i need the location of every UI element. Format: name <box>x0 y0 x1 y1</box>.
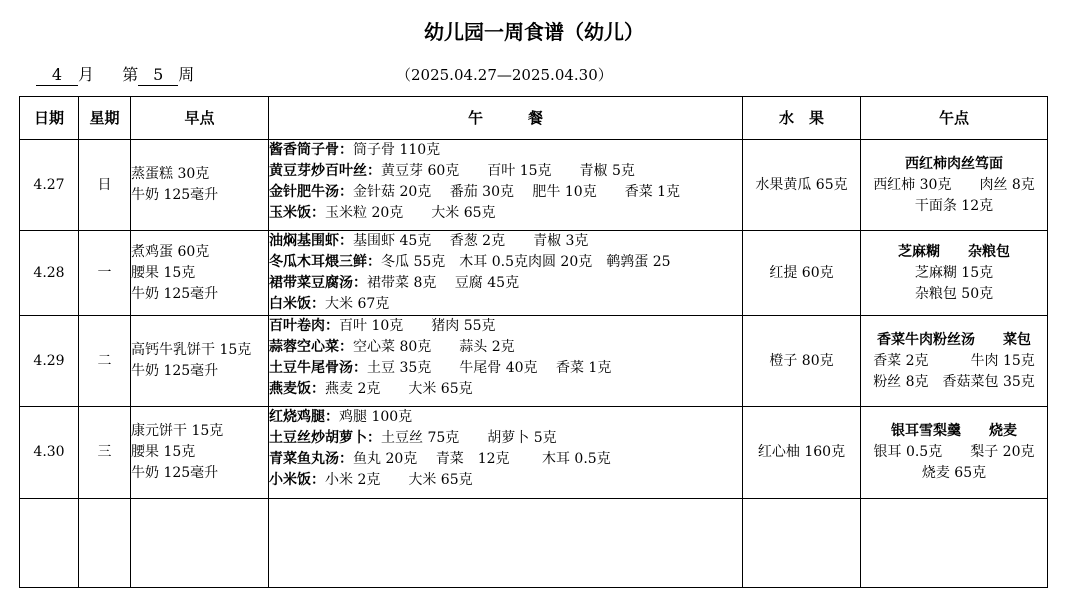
week-label: 第 <box>122 65 139 84</box>
snack-cell <box>861 407 1048 499</box>
dish-ingredients: 鱼丸 20克 青菜 12克 木耳 0.5克 <box>353 451 611 467</box>
breakfast-item: 牛奶 125毫升 <box>131 187 219 203</box>
date-cell: 4.28 <box>20 231 79 316</box>
header-snack: 午点 <box>861 97 1048 140</box>
weekday-cell: 一 <box>79 231 131 316</box>
breakfast-cell <box>131 316 269 407</box>
snack-cell <box>861 231 1048 316</box>
dish-name: 白米饭： <box>269 296 325 312</box>
dish-ingredients: 基围虾 45克 香葱 2克 青椒 3克 <box>353 233 589 249</box>
dish-name: 土豆丝炒胡萝卜： <box>269 430 381 446</box>
header-date: 日期 <box>20 97 79 140</box>
day-row <box>20 316 1048 407</box>
weekday-cell: 三 <box>79 407 131 499</box>
weekday-cell: 日 <box>79 140 131 231</box>
week-info <box>36 62 194 86</box>
dish-name: 金针肥牛汤： <box>269 184 353 200</box>
snack-item: 银耳 0.5克 梨子 20克 <box>873 444 1035 460</box>
dish-name: 黄豆芽炒百叶丝： <box>269 163 381 179</box>
header-weekday: 星期 <box>79 97 131 140</box>
lunch-item <box>269 140 742 161</box>
breakfast-item: 高钙牛乳饼干 15克 <box>131 342 252 358</box>
week-suffix: 周 <box>178 65 195 84</box>
day-row <box>20 407 1048 499</box>
lunch-item <box>269 407 742 428</box>
lunch-item <box>269 161 742 182</box>
dish-name: 裙带菜豆腐汤： <box>269 275 367 291</box>
snack-title: 香菜牛肉粉丝汤 菜包 <box>877 331 1031 348</box>
breakfast-item: 牛奶 125毫升 <box>131 465 219 481</box>
snack-item: 粉丝 8克 香菇菜包 35克 <box>873 373 1035 390</box>
snack-cell <box>861 316 1048 407</box>
snack-cell <box>861 140 1048 231</box>
dish-name: 油焖基围虾： <box>269 233 353 249</box>
lunch-item <box>269 294 742 315</box>
month-label: 月 <box>78 65 95 84</box>
empty-row <box>20 499 1048 588</box>
lunch-item <box>269 182 742 203</box>
dish-ingredients: 冬瓜 55克 木耳 0.5克肉圆 20克 鹌鹑蛋 25 <box>381 254 671 270</box>
header-lunch: 午 餐 <box>269 97 743 140</box>
lunch-cell <box>269 407 743 499</box>
dish-name: 冬瓜木耳煨三鲜： <box>269 254 381 270</box>
dish-name: 蒜蓉空心菜： <box>269 339 353 355</box>
dish-ingredients: 百叶 10克 猪肉 55克 <box>339 318 496 334</box>
fruit-cell: 橙子 80克 <box>743 316 861 407</box>
dish-ingredients: 鸡腿 100克 <box>339 409 413 425</box>
lunch-cell <box>269 140 743 231</box>
empty-cell <box>269 499 743 588</box>
fruit-cell: 红提 60克 <box>743 231 861 316</box>
date-range: （2025.04.27—2025.04.30） <box>396 66 613 84</box>
breakfast-item: 腰果 15克 <box>131 444 196 460</box>
lunch-item <box>269 252 742 273</box>
dish-name: 青菜鱼丸汤： <box>269 451 353 467</box>
lunch-item <box>269 231 742 252</box>
snack-item: 烧麦 65克 <box>921 465 987 481</box>
dish-ingredients: 空心菜 80克 蒜头 2克 <box>353 339 515 355</box>
empty-cell <box>20 499 79 588</box>
day-row <box>20 140 1048 231</box>
lunch-item <box>269 316 742 337</box>
weekly-menu-table <box>19 96 1048 588</box>
snack-item: 杂粮包 50克 <box>914 285 994 302</box>
lunch-item <box>269 379 742 400</box>
lunch-item <box>269 470 742 491</box>
breakfast-cell <box>131 140 269 231</box>
day-row <box>20 231 1048 316</box>
breakfast-item: 牛奶 125毫升 <box>131 363 219 379</box>
breakfast-cell <box>131 407 269 499</box>
snack-item: 干面条 12克 <box>914 197 994 214</box>
snack-title: 西红柿肉丝笃面 <box>905 155 1003 172</box>
lunch-item <box>269 449 742 470</box>
empty-cell <box>743 499 861 588</box>
weekday-cell: 二 <box>79 316 131 407</box>
dish-name: 土豆牛尾骨汤： <box>269 360 367 376</box>
dish-ingredients: 筒子骨 110克 <box>353 142 441 158</box>
snack-title: 银耳雪梨羹 烧麦 <box>891 423 1017 439</box>
snack-title: 芝麻糊 杂粮包 <box>898 243 1010 260</box>
lunch-cell <box>269 316 743 407</box>
breakfast-item: 蒸蛋糕 30克 <box>131 166 210 182</box>
dish-name: 小米饭： <box>269 472 325 488</box>
dish-ingredients: 土豆丝 75克 胡萝卜 5克 <box>381 430 557 446</box>
dish-name: 酱香筒子骨： <box>269 142 353 158</box>
dish-name: 红烧鸡腿： <box>269 409 339 425</box>
dish-name: 玉米饭： <box>269 205 325 221</box>
dish-name: 百叶卷肉： <box>269 318 339 334</box>
header-row <box>20 97 1048 140</box>
snack-item: 西红柿 30克 肉丝 8克 <box>873 176 1035 193</box>
dish-ingredients: 大米 67克 <box>325 296 390 312</box>
date-cell: 4.29 <box>20 316 79 407</box>
dish-ingredients: 土豆 35克 牛尾骨 40克 香菜 1克 <box>367 360 612 376</box>
dish-ingredients: 小米 2克 大米 65克 <box>325 472 473 488</box>
lunch-item <box>269 428 742 449</box>
header-breakfast: 早点 <box>131 97 269 140</box>
lunch-item <box>269 273 742 294</box>
lunch-cell <box>269 231 743 316</box>
fruit-cell: 红心柚 160克 <box>743 407 861 499</box>
empty-cell <box>131 499 269 588</box>
empty-cell <box>861 499 1048 588</box>
lunch-item <box>269 203 742 224</box>
date-cell: 4.27 <box>20 140 79 231</box>
dish-ingredients: 金针菇 20克 番茄 30克 肥牛 10克 香菜 1克 <box>353 184 681 200</box>
breakfast-item: 牛奶 125毫升 <box>131 285 219 302</box>
breakfast-item: 煮鸡蛋 60克 <box>131 243 210 260</box>
breakfast-item: 腰果 15克 <box>131 264 196 281</box>
breakfast-cell <box>131 231 269 316</box>
snack-item: 香菜 2克 牛肉 15克 <box>873 352 1035 369</box>
month-value: 4 <box>36 65 78 86</box>
dish-ingredients: 玉米粒 20克 大米 65克 <box>325 205 496 221</box>
snack-item: 芝麻糊 15克 <box>914 264 994 281</box>
dish-ingredients: 燕麦 2克 大米 65克 <box>325 381 473 397</box>
dish-ingredients: 裙带菜 8克 豆腐 45克 <box>367 275 520 291</box>
dish-name: 燕麦饭： <box>269 381 325 397</box>
lunch-item <box>269 358 742 379</box>
empty-cell <box>79 499 131 588</box>
date-cell: 4.30 <box>20 407 79 499</box>
page-title: 幼儿园一周食谱（幼儿） <box>424 20 644 44</box>
week-value: 5 <box>138 65 178 86</box>
lunch-item <box>269 337 742 358</box>
header-fruit: 水 果 <box>743 97 861 140</box>
breakfast-item: 康元饼干 15克 <box>131 423 224 439</box>
fruit-cell: 水果黄瓜 65克 <box>743 140 861 231</box>
dish-ingredients: 黄豆芽 60克 百叶 15克 青椒 5克 <box>381 163 635 179</box>
